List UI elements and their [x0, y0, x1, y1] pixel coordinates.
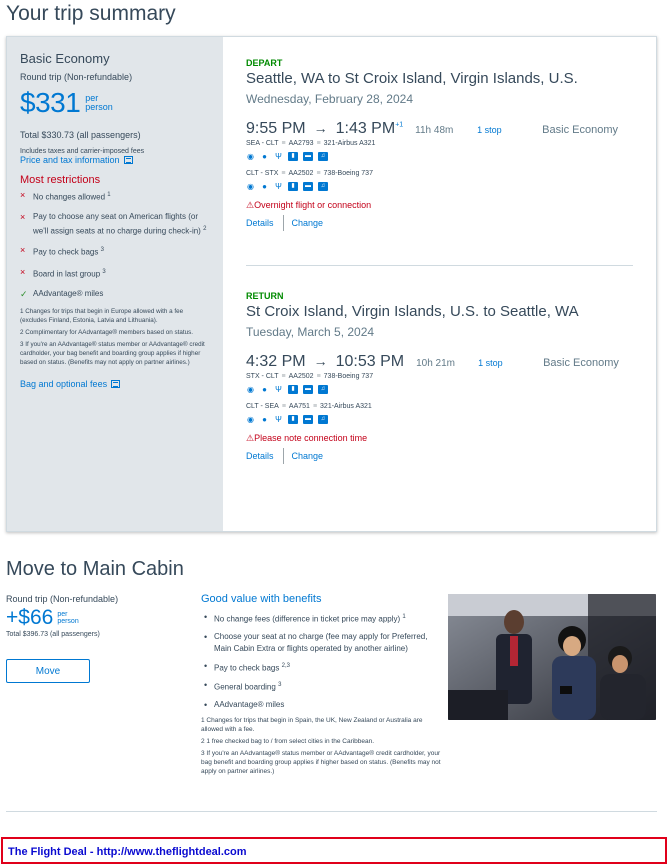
trip-type: Round trip (Non-refundable)	[20, 72, 133, 82]
warning-icon: ⚠	[246, 433, 255, 443]
footnote: 1 Changes for trips that begin in Spain, the UK, New Zealand or Australia are allowed with a fee.	[201, 716, 423, 733]
arrow-right-icon: →	[313, 353, 328, 369]
amenities	[246, 415, 636, 424]
restriction-item: × Pay to choose any seat on American flights (or we'll assign seats at no charge during check-in) $^2$	[20, 211, 207, 236]
benefit-item: • Pay to check bags $^{2,3}$	[201, 660, 441, 675]
wifi-icon: ◉	[247, 182, 254, 191]
upsell-total: Total $396.73 (all passengers)	[6, 631, 100, 638]
departure-time: 9:55 PM	[246, 120, 306, 137]
depart-times	[246, 120, 636, 138]
benefit-item: • AAdvantage® miles	[201, 699, 441, 711]
depart-date: Wednesday, February 28, 2024	[246, 92, 413, 106]
footnote: 2 1 free checked bag to / from select cities in the Caribbean.	[201, 737, 375, 745]
phone-icon: ▮	[288, 152, 298, 161]
footnote: 3 If you're an AAdvantage® status member or AAdvantage® credit cardholder, your bag benefit and boarding group applies if higher based on status. (Benefits may not apply on partner airlines.)	[201, 749, 441, 775]
cabin-photo	[448, 594, 656, 720]
x-icon: ×	[20, 266, 26, 277]
move-button[interactable]: Move	[6, 659, 90, 683]
flight-deal-banner[interactable]: The Flight Deal - http://www.theflightdeal.com	[1, 837, 667, 864]
music-icon: ♫	[318, 182, 328, 191]
stops-link[interactable]: 1 stop	[478, 358, 503, 368]
benefit-item: • No change fees (difference in ticket price may apply) $^1$	[201, 611, 441, 626]
music-icon: ♫	[318, 152, 328, 161]
upsell-price	[6, 607, 196, 629]
music-icon: ♫	[318, 415, 328, 424]
change-link[interactable]: Change	[291, 218, 324, 228]
power-icon: ●	[262, 152, 267, 161]
bag-fees-link[interactable]: Bag and optional fees	[20, 379, 210, 389]
return-route: St Croix Island, Virgin Islands, U.S. to Seattle, WA	[246, 303, 579, 320]
details-link[interactable]: Details	[246, 451, 274, 461]
page-title: Your trip summary	[6, 2, 176, 25]
upsell-title: Move to Main Cabin	[6, 558, 184, 580]
x-icon: ×	[20, 245, 26, 256]
warning-icon: ⚠	[246, 200, 255, 210]
arrival-time: 1:43 $PM^{+1}$	[335, 120, 404, 137]
divider	[283, 215, 284, 231]
phone-icon: ▮	[288, 385, 298, 394]
entertainment-icon: ▬	[305, 386, 311, 392]
restrictions-title: Most restrictions	[20, 174, 101, 186]
restriction-item: × Board in last group $^3$	[20, 266, 106, 279]
flight-leg: CLT - SEA ≡ AA751 ≡ 321-Airbus A321	[246, 403, 372, 410]
price-tax-link[interactable]: Price and tax information	[20, 155, 210, 165]
benefit-item: • General boarding $^3$	[201, 679, 441, 694]
return-times	[246, 353, 636, 371]
itinerary	[246, 37, 636, 464]
amenities	[246, 385, 636, 394]
per-person-label: per person	[57, 611, 79, 625]
next-day-indicator: +1	[395, 121, 404, 129]
restriction-item: ✓ AAdvantage® miles	[20, 288, 104, 299]
restriction-item: × Pay to check bags $^3$	[20, 245, 104, 257]
divider	[283, 448, 284, 464]
section-divider	[6, 811, 657, 812]
restriction-item: × No changes allowed $^1$	[20, 190, 111, 202]
entertainment-icon: ▬	[305, 183, 311, 189]
fare-summary-panel	[7, 37, 223, 531]
phone-icon: ▮	[288, 182, 298, 191]
depart-segment	[246, 58, 636, 231]
entertainment-icon: ▬	[305, 416, 311, 422]
return-actions	[246, 448, 636, 464]
entertainment-icon: ▬	[305, 153, 311, 159]
upsell-benefits	[201, 593, 441, 779]
wifi-icon: ◉	[247, 152, 254, 161]
phone-icon: ▮	[288, 415, 298, 424]
usb-icon: Ψ	[275, 182, 282, 191]
footnote: 2 Complimentary for AAdvantage® members based on status.	[20, 328, 193, 336]
duration: 11h 48m	[415, 125, 454, 136]
per-person-label: per person	[85, 93, 113, 112]
cabin-photo-illustration	[448, 594, 656, 720]
arrow-right-icon: →	[313, 120, 328, 136]
return-date: Tuesday, March 5, 2024	[246, 325, 375, 339]
restrictions-list	[20, 189, 210, 300]
usb-icon: Ψ	[275, 415, 282, 424]
change-link[interactable]: Change	[291, 451, 324, 461]
upsell-trip-type: Round trip (Non-refundable)	[6, 594, 119, 604]
flight-leg: STX - CLT ≡ AA2502 ≡ 738-Boeing 737	[246, 373, 374, 380]
upsell-price-block	[6, 594, 196, 683]
benefits-title: Good value with benefits	[201, 593, 322, 605]
benefits-list	[201, 611, 441, 711]
amenities	[246, 152, 636, 161]
connection-warning: ⚠Please note connection time	[246, 433, 368, 443]
power-icon: ●	[262, 182, 267, 191]
fare-name: Basic Economy	[20, 51, 110, 66]
flight-leg: SEA - CLT ≡ AA2793 ≡ 321-Airbus A321	[246, 140, 376, 147]
stops-link[interactable]: 1 stop	[477, 125, 502, 135]
cabin-class: Basic Economy	[542, 124, 618, 136]
price-amount: $331	[20, 87, 81, 118]
return-segment	[246, 291, 636, 464]
details-link[interactable]: Details	[246, 218, 274, 228]
usb-icon: Ψ	[275, 385, 282, 394]
flight-leg: CLT - STX ≡ AA2502 ≡ 738-Boeing 737	[246, 170, 373, 177]
popup-icon	[124, 156, 133, 164]
power-icon: ●	[262, 415, 267, 424]
footnote: 1 Changes for trips that begin in Europe allowed with a fee (excludes Finland, Estonia, Latvia and Lithuania).	[20, 307, 184, 324]
includes-taxes-note: Includes taxes and carrier-imposed fees	[20, 148, 145, 155]
usb-icon: Ψ	[275, 152, 282, 161]
depart-actions	[246, 215, 636, 231]
upsell-price-amount: +$66	[6, 606, 54, 629]
overnight-warning: ⚠Overnight flight or connection	[246, 200, 372, 210]
duration: 10h 21m	[416, 358, 455, 369]
popup-icon	[111, 380, 120, 388]
check-icon: ✓	[20, 288, 28, 299]
x-icon: ×	[20, 190, 26, 200]
power-icon: ●	[262, 385, 267, 394]
amenities	[246, 182, 636, 191]
cabin-class: Basic Economy	[543, 357, 619, 369]
benefit-item: • Choose your seat at no charge (fee may apply for Preferred, Main Cabin Extra or flights operated by another airline)	[201, 631, 441, 655]
music-icon: ♫	[318, 385, 328, 394]
total-price: Total $330.73 (all passengers)	[20, 130, 141, 140]
fare-price	[20, 88, 210, 118]
depart-label: DEPART	[246, 58, 283, 68]
footnote: 3 If you're an AAdvantage® status member or AAdvantage® credit cardholder, your bag benefit and boarding group applies if higher based on status. (Benefits may not apply on partner airlines.)	[20, 340, 205, 366]
trip-summary-card	[6, 36, 657, 532]
departure-time: 4:32 PM	[246, 353, 306, 370]
return-label: RETURN	[246, 291, 284, 301]
wifi-icon: ◉	[247, 415, 254, 424]
segment-divider	[246, 265, 633, 266]
arrival-time: 10:53 PM	[335, 353, 405, 370]
x-icon: ×	[20, 211, 26, 222]
wifi-icon: ◉	[247, 385, 254, 394]
depart-route: Seattle, WA to St Croix Island, Virgin Islands, U.S.	[246, 70, 578, 87]
